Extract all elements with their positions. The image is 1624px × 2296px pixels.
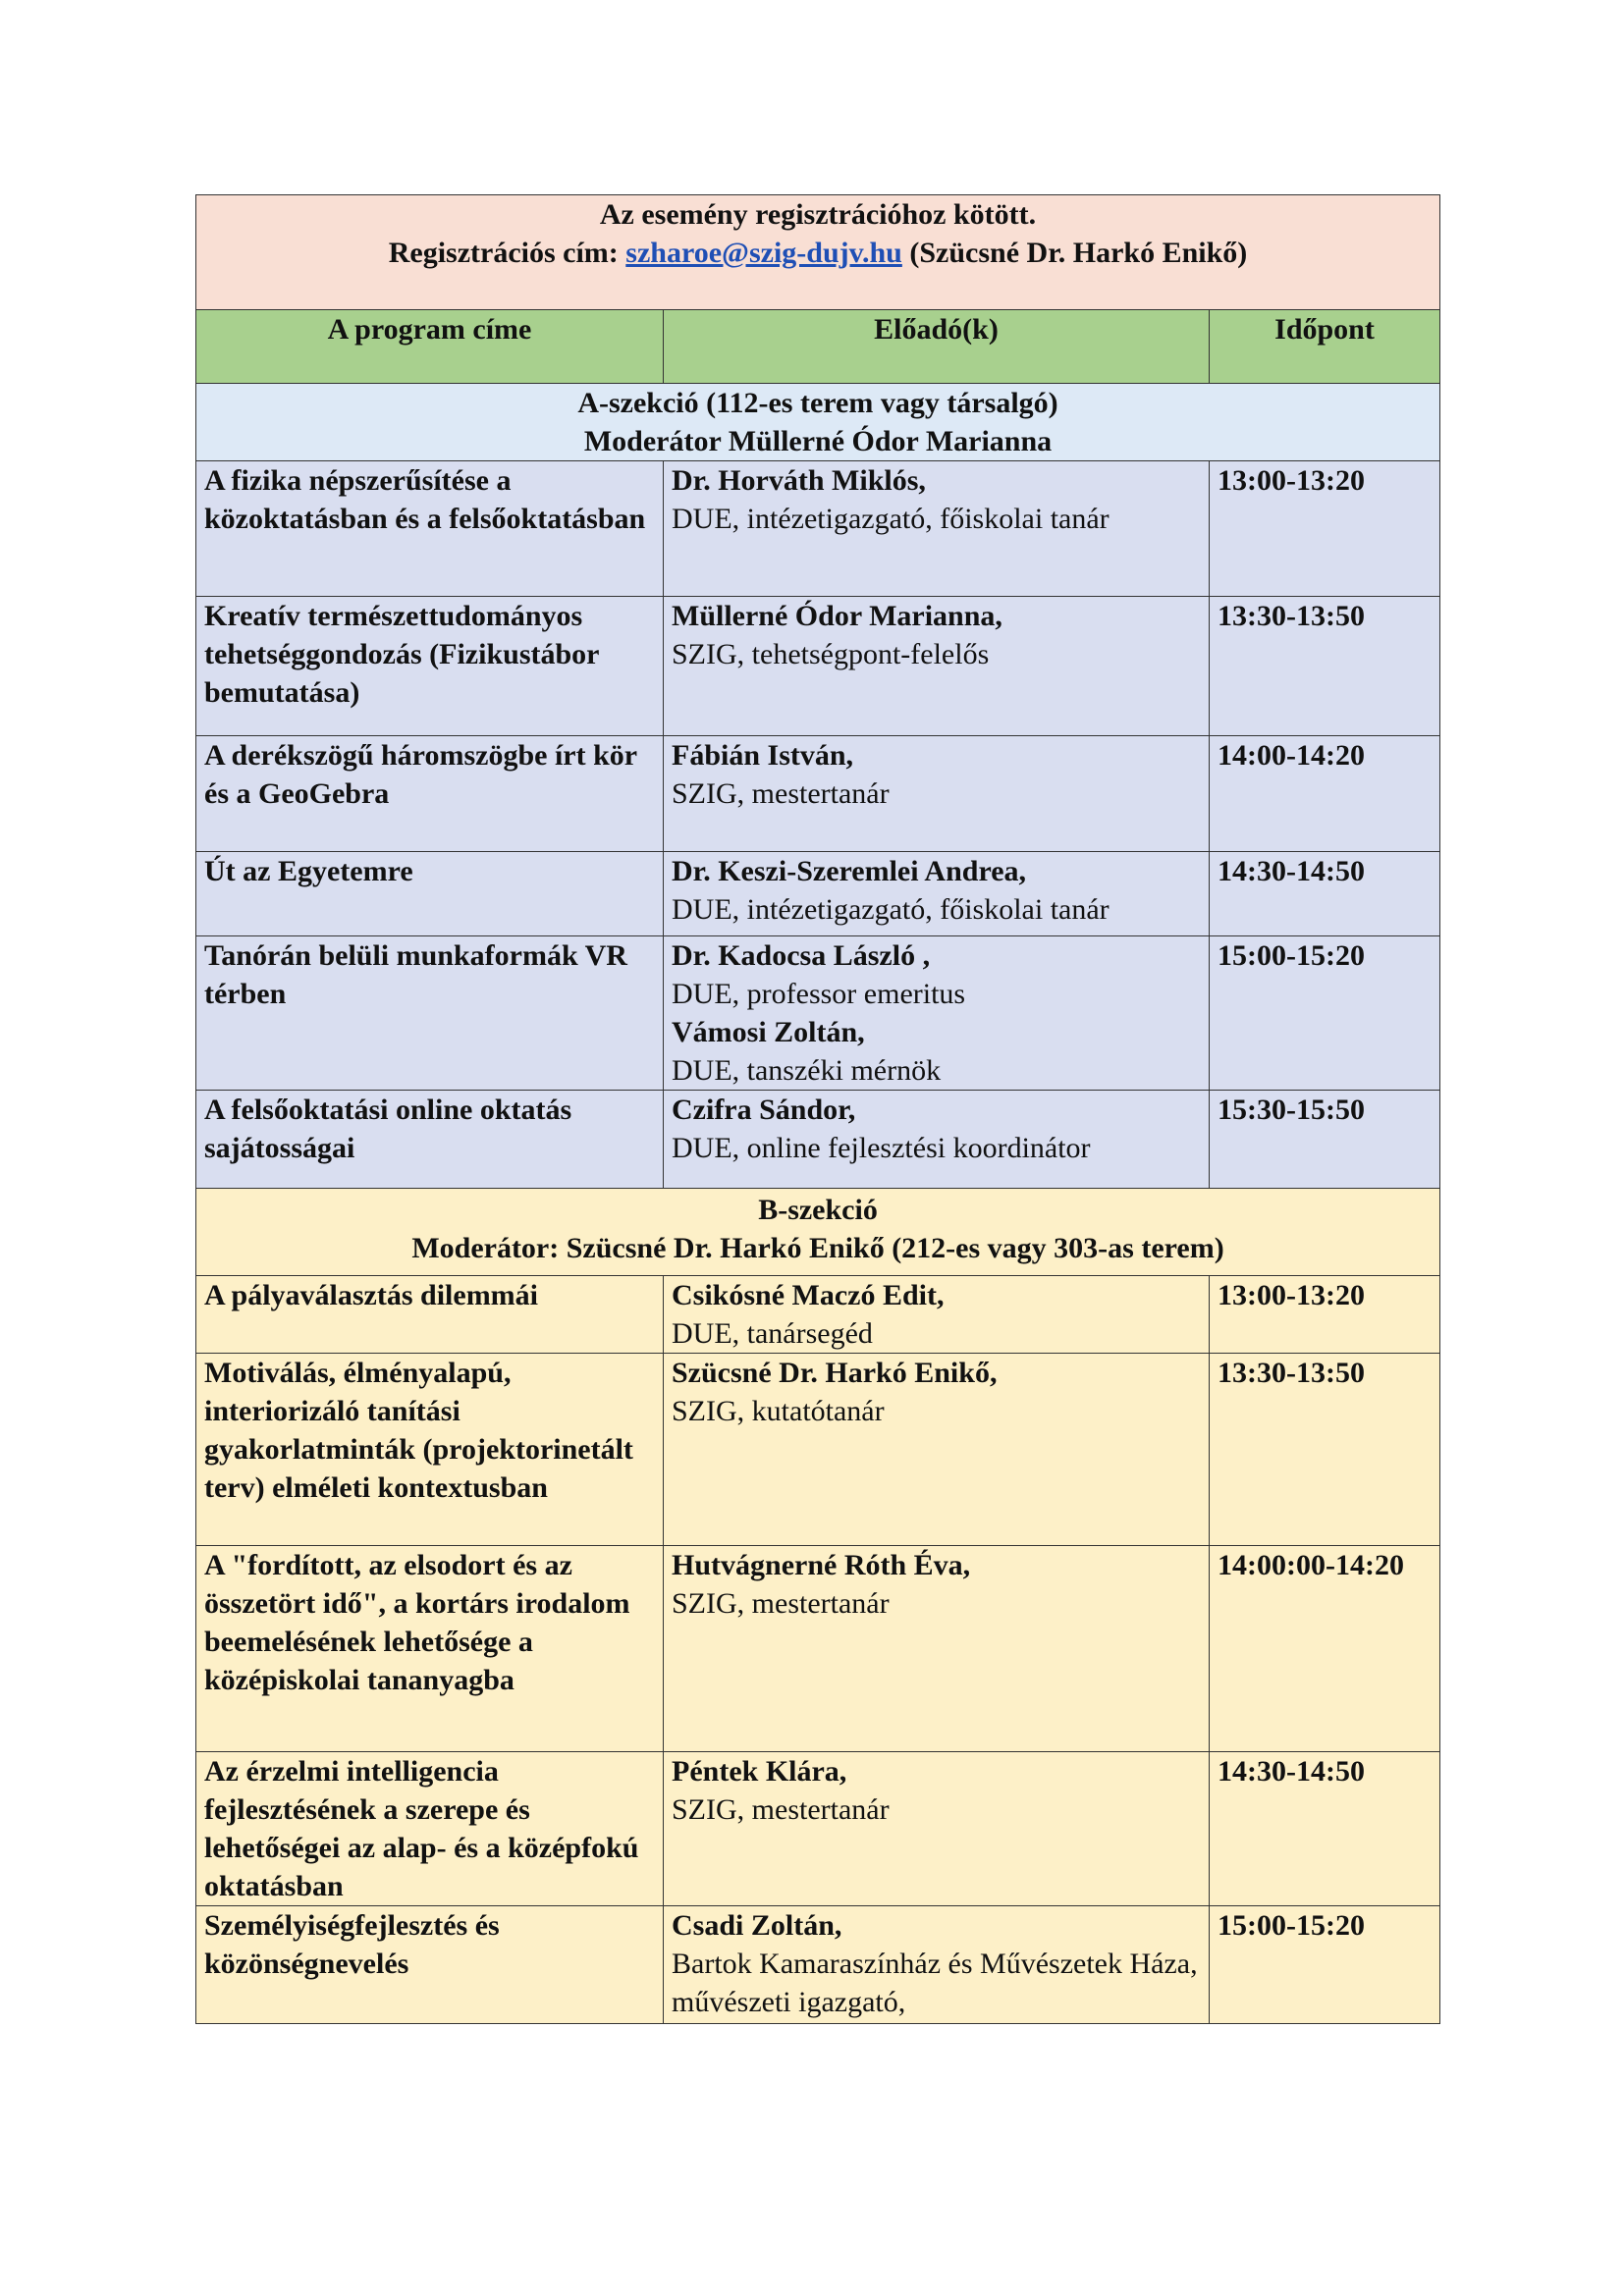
speaker-name: Dr. Keszi-Szeremlei Andrea, xyxy=(672,855,1027,887)
program-row xyxy=(196,736,1440,852)
program-speakers xyxy=(664,1752,1210,1906)
program-title: A pályaválasztás dilemmái xyxy=(196,1276,664,1354)
speaker-affiliation: DUE, online fejlesztési koordinátor xyxy=(672,1132,1091,1164)
header-time: Időpont xyxy=(1210,310,1440,384)
speaker-affiliation: SZIG, kutatótanár xyxy=(672,1395,885,1427)
program-speakers xyxy=(664,1546,1210,1752)
speaker-name: Müllerné Ódor Marianna, xyxy=(672,600,1002,632)
program-time: 15:00-15:20 xyxy=(1210,936,1440,1091)
speaker-affiliation: SZIG, mestertanár xyxy=(672,1587,890,1620)
program-row xyxy=(196,1091,1440,1189)
program-time: 13:00-13:20 xyxy=(1210,1276,1440,1354)
registration-contact: (Szücsné Dr. Harkó Enikő) xyxy=(901,237,1248,269)
speaker-name: Czifra Sándor, xyxy=(672,1094,856,1126)
program-speakers xyxy=(664,1354,1210,1546)
program-title: A derékszögű háromszögbe írt kör és a GeoGebra xyxy=(196,736,664,852)
program-row xyxy=(196,936,1440,1091)
speaker-name: Csikósné Maczó Edit, xyxy=(672,1279,945,1311)
section-b-moderator: Moderátor: Szücsné Dr. Harkó Enikő (212-es vagy 303-as terem) xyxy=(411,1232,1224,1264)
program-speakers xyxy=(664,461,1210,597)
registration-note: Az esemény regisztrációhoz kötött. xyxy=(599,198,1037,231)
registration-address xyxy=(204,234,1432,272)
program-time: 14:00-14:20 xyxy=(1210,736,1440,852)
program-speakers xyxy=(664,736,1210,852)
program-row xyxy=(196,1354,1440,1546)
program-table xyxy=(195,194,1440,2024)
speaker-name: Szücsné Dr. Harkó Enikő, xyxy=(672,1357,998,1389)
registration-cell xyxy=(196,195,1440,310)
program-row xyxy=(196,1276,1440,1354)
section-b-cell xyxy=(196,1189,1440,1276)
section-b-title: B-szekció xyxy=(758,1194,878,1226)
program-speakers xyxy=(664,1276,1210,1354)
program-time: 15:30-15:50 xyxy=(1210,1091,1440,1189)
program-speakers xyxy=(664,1906,1210,2024)
header-row xyxy=(196,310,1440,384)
program-title: A fizika népszerűsítése a közoktatásban és a felsőoktatásban xyxy=(196,461,664,597)
header-speakers: Előadó(k) xyxy=(664,310,1210,384)
program-speakers xyxy=(664,852,1210,936)
program-speakers xyxy=(664,1091,1210,1189)
speaker-affiliation: DUE, tanszéki mérnök xyxy=(672,1054,942,1087)
program-time: 13:30-13:50 xyxy=(1210,1354,1440,1546)
speaker-name: Fábián István, xyxy=(672,739,854,772)
program-title: Tanórán belüli munkaformák VR térben xyxy=(196,936,664,1091)
program-title: Út az Egyetemre xyxy=(196,852,664,936)
registration-row xyxy=(196,195,1440,310)
section-a-cell xyxy=(196,384,1440,461)
speaker-name: Hutvágnerné Róth Éva, xyxy=(672,1549,971,1581)
program-title: A felsőoktatási online oktatás sajátosságai xyxy=(196,1091,664,1189)
program-row xyxy=(196,852,1440,936)
program-speakers xyxy=(664,597,1210,736)
speaker-affiliation: DUE, intézetigazgató, főiskolai tanár xyxy=(672,893,1110,926)
registration-prefix: Regisztrációs cím: xyxy=(388,237,626,269)
program-row xyxy=(196,1906,1440,2024)
speaker-affiliation: Bartok Kamaraszínház és Művészetek Háza, művészeti igazgató, xyxy=(672,1948,1198,2018)
speaker-name: Dr. Horváth Miklós, xyxy=(672,464,926,497)
program-row xyxy=(196,461,1440,597)
speaker-affiliation: DUE, intézetigazgató, főiskolai tanár xyxy=(672,503,1110,535)
program-time: 13:00-13:20 xyxy=(1210,461,1440,597)
speaker-name: Csadi Zoltán, xyxy=(672,1909,842,1942)
speaker-name: Dr. Kadocsa László , xyxy=(672,939,931,972)
speaker-affiliation: DUE, professor emeritus xyxy=(672,978,966,1010)
speaker-affiliation: SZIG, mestertanár xyxy=(672,777,890,810)
program-time: 14:00:00-14:20 xyxy=(1210,1546,1440,1752)
section-b-header xyxy=(196,1189,1440,1276)
speaker-affiliation: SZIG, tehetségpont-felelős xyxy=(672,638,990,670)
program-title: Motiválás, élményalapú, interiorizáló tanítási gyakorlatminták (projektorinetált terv) elméleti kontextusban xyxy=(196,1354,664,1546)
section-a-title: A-szekció (112-es terem vagy társalgó) xyxy=(577,387,1058,419)
speaker-name: Vámosi Zoltán, xyxy=(672,1016,865,1048)
program-title: Az érzelmi intelligencia fejlesztésének a szerepe és lehetőségei az alap- és a középfokú oktatásban xyxy=(196,1752,664,1906)
speaker-affiliation: SZIG, mestertanár xyxy=(672,1793,890,1826)
program-time: 13:30-13:50 xyxy=(1210,597,1440,736)
program-title: Személyiségfejlesztés és közönségnevelés xyxy=(196,1906,664,2024)
program-speakers xyxy=(664,936,1210,1091)
speaker-affiliation: DUE, tanársegéd xyxy=(672,1317,873,1350)
section-a-header xyxy=(196,384,1440,461)
program-row xyxy=(196,1752,1440,1906)
program-time: 14:30-14:50 xyxy=(1210,852,1440,936)
program-title: Kreatív természettudományos tehetséggondozás (Fizikustábor bemutatása) xyxy=(196,597,664,736)
program-time: 14:30-14:50 xyxy=(1210,1752,1440,1906)
section-a-moderator: Moderátor Müllerné Ódor Marianna xyxy=(583,425,1053,457)
program-row xyxy=(196,1546,1440,1752)
program-title: A "fordított, az elsodort és az összetört idő", a kortárs irodalom beemelésének lehetősége a középiskolai tananyagba xyxy=(196,1546,664,1752)
speaker-name: Péntek Klára, xyxy=(672,1755,847,1788)
registration-email-link[interactable]: szharoe@szig-dujv.hu xyxy=(625,237,902,269)
program-time: 15:00-15:20 xyxy=(1210,1906,1440,2024)
program-row xyxy=(196,597,1440,736)
header-title: A program címe xyxy=(196,310,664,384)
